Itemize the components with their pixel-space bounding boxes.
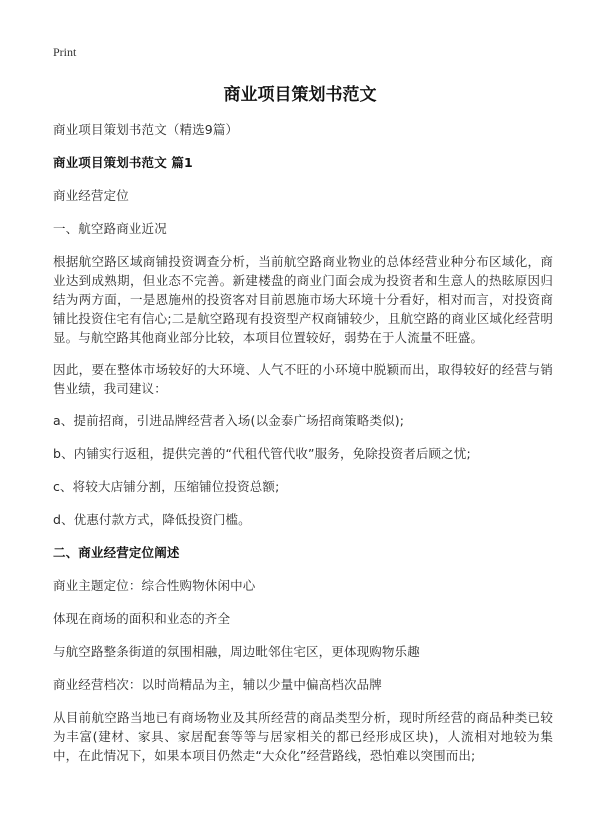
paragraph: 根据航空路区域商铺投资调查分析，当前航空路商业物业的总体经营业种分布区域化，商业达到成熟期，但业态不完善。新建楼盘的商业门面会成为投资者和生意人的热眩原因归结为两方面，一是恩施州的投资客对目前恩施市场大环境十分看好，相对而言，对投资商铺比投资住宅有信心;二是航空路现有投资型产权商铺较少，且航空路的商业区域化经营明显。与航空路其他商业部分比较，本项目位置较好，弱势在于人流量不旺盛。 xyxy=(53,254,553,345)
paragraph: 商业经营定位 xyxy=(53,188,129,203)
list-item: d、优惠付款方式，降低投资门槛。 xyxy=(53,512,251,527)
document-body xyxy=(53,120,553,765)
section-title: 商业项目策划书范文 篇1 xyxy=(53,155,193,170)
subsection-heading: 二、商业经营定位阐述 xyxy=(53,545,180,560)
list-item: b、内铺实行返租，提供完善的“代租代管代收”服务，免除投资者后顾之忧; xyxy=(53,446,471,461)
paragraph: 体现在商场的面积和业态的齐全 xyxy=(53,611,231,626)
document-subtitle: 商业项目策划书范文（精选9篇） xyxy=(53,122,239,137)
paragraph: 与航空路整条街道的氛围相融，周边毗邻住宅区，更体现购物乐趣 xyxy=(53,644,420,659)
list-item: c、将较大店铺分割，压缩铺位投资总额; xyxy=(53,479,280,494)
paragraph: 商业经营档次：以时尚精品为主，辅以少量中偏高档次品牌 xyxy=(53,677,382,692)
paragraph: 因此，要在整体市场较好的大环境、人气不旺的小环境中脱颖而出，取得较好的经营与销售业绩，我司建议： xyxy=(53,362,553,396)
print-link[interactable]: Print xyxy=(53,45,77,59)
list-item: a、提前招商，引进品牌经营者入场(以金泰广场招商策略类似); xyxy=(53,413,405,428)
document-title: 商业项目策划书范文 xyxy=(223,85,377,105)
paragraph: 从目前航空路当地已有商场物业及其所经营的商品类型分析，现时所经营的商品种类已较为丰富(建材、家具、家居配套等等与居家相关的都已经形成区块)，人流相对地较为集中，在此情况下，如果本项目仍然走“大众化”经营路线，恐怕难以突围而出; xyxy=(53,710,553,763)
paragraph: 商业主题定位：综合性购物休闲中心 xyxy=(53,578,256,593)
paragraph: 一、航空路商业近况 xyxy=(53,221,167,236)
